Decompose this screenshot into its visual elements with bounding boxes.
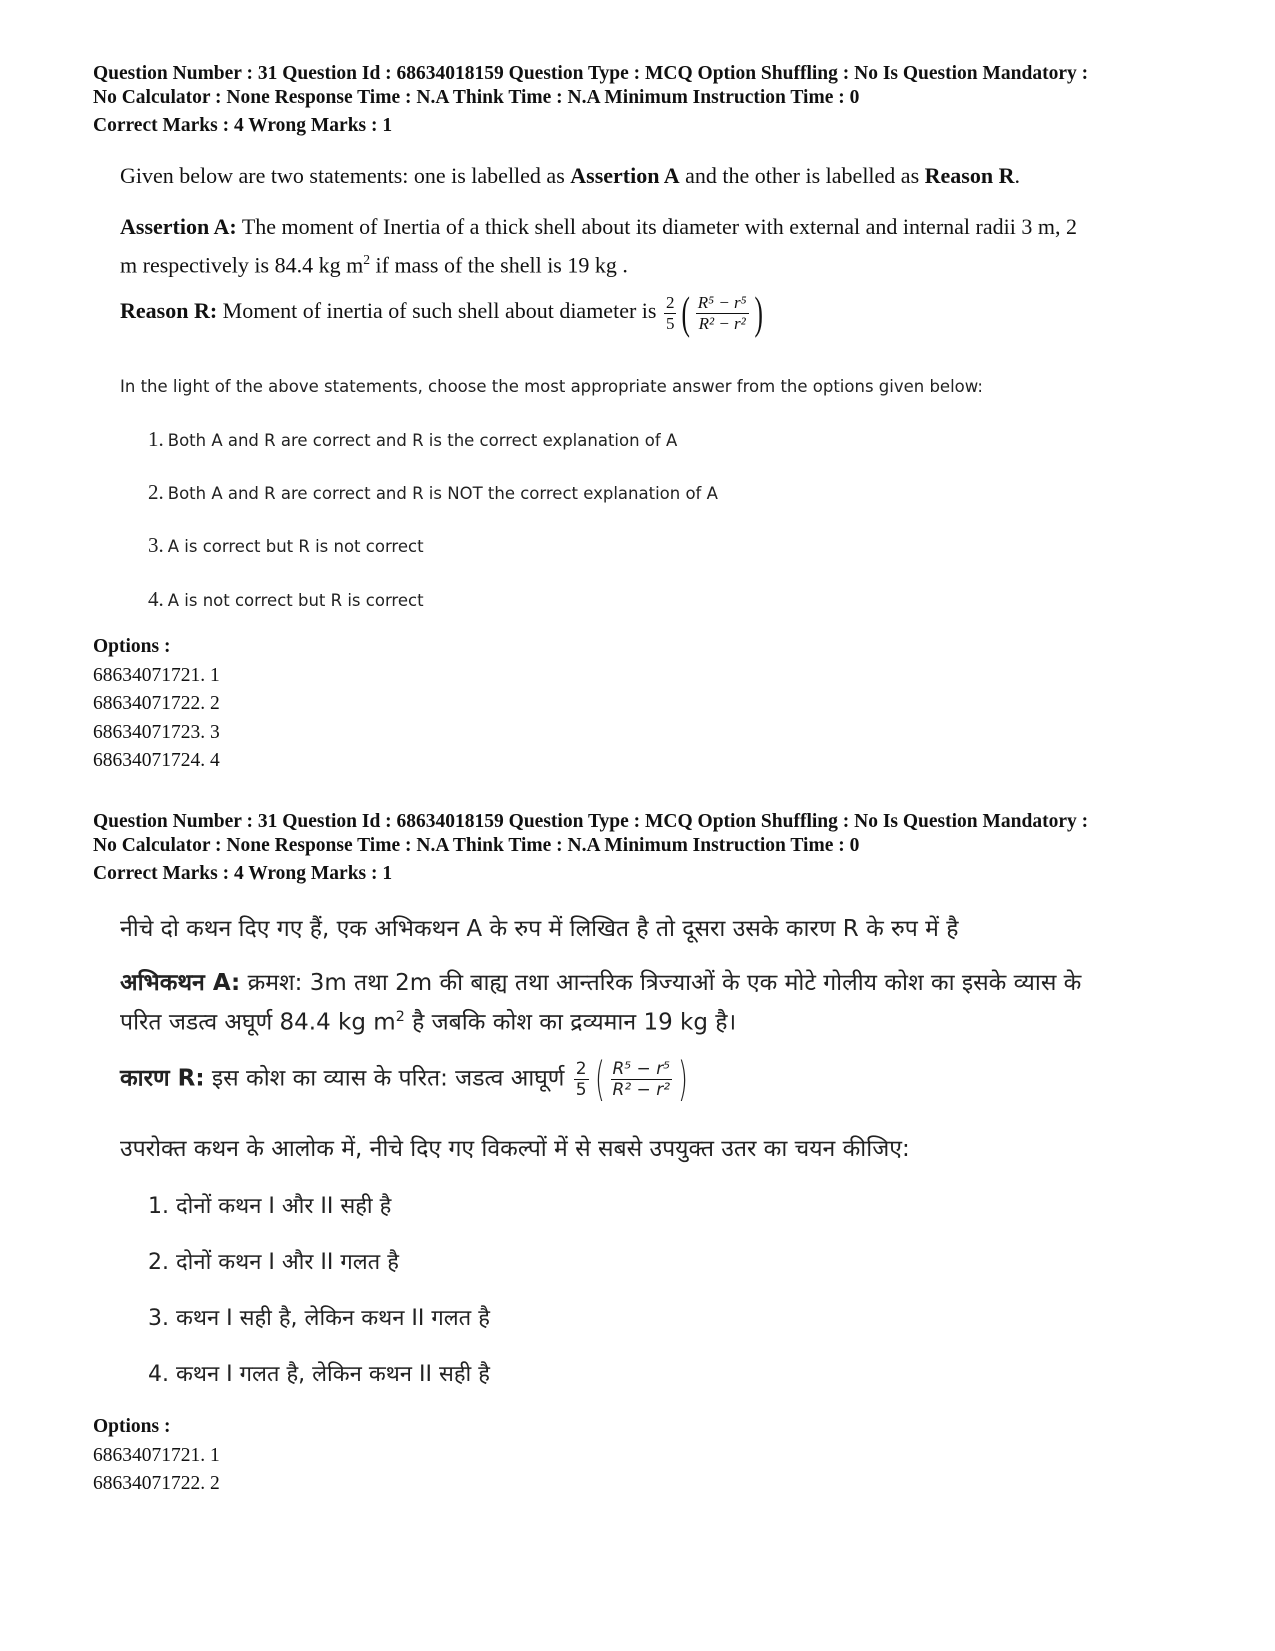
meta-line-2: No Calculator : None Response Time : N.A Think Time : N.A Minimum Instruction Time : 0 (93, 87, 860, 108)
meta-line-2: No Calculator : None Response Time : N.A Think Time : N.A Minimum Instruction Time : 0 (93, 835, 860, 856)
assertion: Assertion A: The moment of Inertia of a thick shell about its diameter with external and internal radii 3 m, 2 m respectively is 84.4 kg $m^2$ if mass of the shell is 19 kg . (120, 214, 1077, 278)
meta-line-3: Correct Marks : 4 Wrong Marks : 1 (93, 863, 393, 884)
choice-1-hindi: 1. दोनों कथन I और II सही है (148, 1194, 392, 1219)
options-heading: Options : (93, 1416, 171, 1437)
reason: Reason R: Moment of inertia of such shell about diameter is $\frac{2}{5}$ ( $\frac{\text{R⁵ − r⁵}}{\text{R² − r²}}$ ) (120, 290, 1200, 336)
option-1: 68634071721. 1 (93, 1444, 220, 1466)
choice-2-hindi: 2. दोनों कथन I और II गलत है (148, 1250, 399, 1275)
choice-3-hindi: 3. कथन I सही है, लेकिन कथन II गलत है (148, 1306, 490, 1331)
assertion-label-hindi: अभिकथन A: (120, 970, 241, 996)
moment-formula-hindi: $\frac{2}{5}$ ( $\frac{\text{R⁵ − r⁵}}{\text{R² − r²}}$ ) (575, 1052, 688, 1106)
formula-coefficient: $\frac{2}{5}$ (665, 292, 675, 333)
option-1: 68634071721. 1 (93, 664, 220, 686)
assertion-hindi: अभिकथन A: क्रमश: 3m तथा 2m की बाह्य तथा आन्तरिक त्रिज्याओं के एक मोटे गोलीय कोश का इसके व्यास के परित जडत्व अघूर्ण 84.4 kg $m^2$ है जबकि कोश का द्रव्यमान 19 kg है। (120, 970, 1082, 1036)
question-meta-hindi (93, 810, 1213, 886)
formula-ratio: $\frac{\text{R⁵ − r⁵}}{\text{R² − r²}}$ (697, 292, 747, 333)
meta-line-1: Question Number : 31 Question Id : 68634018159 Question Type : MCQ Option Shuffling : No Is Question Mandatory : (93, 811, 1089, 832)
meta-line-1: Question Number : 31 Question Id : 68634018159 Question Type : MCQ Option Shuffling : No Is Question Mandatory : (93, 63, 1089, 84)
formula-ratio: $\frac{\text{R⁵ − r⁵}}{\text{R² − r²}}$ (612, 1058, 671, 1100)
instruction-hindi: उपरोक्त कथन के आलोक में, नीचे दिए गए विकल्पों में से सबसे उपयुक्त उतर का चयन कीजिए: (120, 1136, 910, 1162)
options-list (93, 633, 220, 776)
choice-2: 2. Both A and R are correct and R is NOT the correct explanation of A (148, 480, 718, 504)
assertion-label: Assertion A: (120, 214, 237, 239)
reason-hindi: कारण R: इस कोश का व्यास के परित: जडत्व आघूर्ण $\frac{2}{5}$ ( $\frac{\text{R⁵ − r⁵}}{\text{R² − r²}}$ ) (120, 1056, 1210, 1102)
question-meta (93, 62, 1213, 138)
choice-3: 3. A is correct but R is not correct (148, 533, 424, 557)
option-2: 68634071722. 2 (93, 693, 220, 714)
options-list-hindi (93, 1413, 220, 1499)
choice-4: 4. A is not correct but R is correct (148, 587, 424, 611)
reason-label-hindi: कारण R: (120, 1065, 205, 1092)
moment-formula: $\frac{2}{5}$ ( $\frac{\text{R⁵ − r⁵}}{\text{R² − r²}}$ ) (665, 287, 763, 338)
reason-label: Reason R: (120, 298, 218, 324)
choice-4-hindi: 4. कथन I गलत है, लेकिन कथन II सही है (148, 1362, 490, 1387)
instruction: In the light of the above statements, choose the most appropriate answer from the options given below: (120, 377, 983, 396)
options-heading: Options : (93, 636, 171, 657)
option-3: 68634071723. 3 (93, 721, 220, 743)
option-4: 68634071724. 4 (93, 750, 220, 771)
choice-1: 1. Both A and R are correct and R is the correct explanation of A (148, 427, 678, 451)
meta-line-3: Correct Marks : 4 Wrong Marks : 1 (93, 115, 393, 136)
question-intro: Given below are two statements: one is labelled as Assertion A and the other is labelled as Reason R. (120, 163, 1020, 188)
formula-coefficient: $\frac{2}{5}$ (575, 1058, 587, 1100)
option-2: 68634071722. 2 (93, 1473, 220, 1494)
question-intro-hindi: नीचे दो कथन दिए गए हैं, एक अभिकथन A के रुप में लिखित है तो दूसरा उसके कारण R के रुप में है (120, 916, 959, 942)
